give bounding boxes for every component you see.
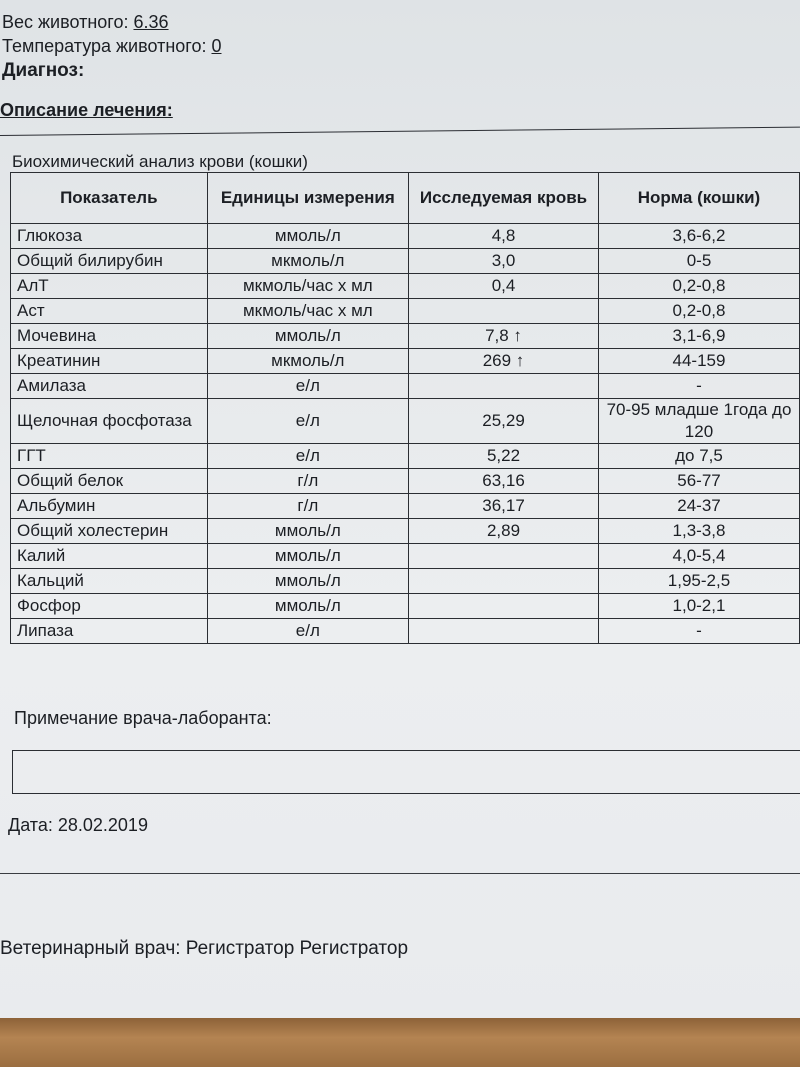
table-header-row bbox=[11, 173, 800, 224]
column-header-indicator: Показатель bbox=[11, 173, 208, 224]
table-row bbox=[11, 299, 800, 324]
indicator-norm: 44-159 bbox=[598, 349, 799, 374]
table-row bbox=[11, 349, 800, 374]
indicator-name: Общий билирубин bbox=[11, 249, 208, 274]
indicator-unit: ммоль/л bbox=[207, 544, 408, 569]
indicator-value: 36,17 bbox=[409, 494, 599, 519]
section-divider bbox=[0, 127, 800, 136]
weight-label: Вес животного: bbox=[2, 12, 129, 32]
indicator-value bbox=[409, 374, 599, 399]
indicator-value bbox=[409, 544, 599, 569]
indicator-unit: ммоль/л bbox=[207, 569, 408, 594]
indicator-norm: 0,2-0,8 bbox=[598, 274, 799, 299]
biochemistry-table bbox=[10, 172, 800, 644]
indicator-value: 2,89 bbox=[409, 519, 599, 544]
indicator-norm: 70-95 младше 1года до 120 bbox=[598, 399, 799, 444]
temperature-line bbox=[2, 36, 222, 56]
report-date: Дата: 28.02.2019 bbox=[8, 815, 148, 835]
indicator-unit: ммоль/л bbox=[207, 324, 408, 349]
indicator-value: 3,0 bbox=[409, 249, 599, 274]
table-row bbox=[11, 544, 800, 569]
temperature-label: Температура животного: bbox=[2, 36, 207, 56]
indicator-value: 25,29 bbox=[409, 399, 599, 444]
indicator-name: Аст bbox=[11, 299, 208, 324]
indicator-name: Липаза bbox=[11, 619, 208, 644]
table-row bbox=[11, 399, 800, 444]
table-row bbox=[11, 469, 800, 494]
table-row bbox=[11, 324, 800, 349]
indicator-norm: 3,1-6,9 bbox=[598, 324, 799, 349]
indicator-name: Общий белок bbox=[11, 469, 208, 494]
indicator-name: Альбумин bbox=[11, 494, 208, 519]
indicator-norm: 4,0-5,4 bbox=[598, 544, 799, 569]
indicator-name: ГГТ bbox=[11, 444, 208, 469]
indicator-unit: мкмоль/л bbox=[207, 349, 408, 374]
indicator-norm: 0,2-0,8 bbox=[598, 299, 799, 324]
table-row bbox=[11, 619, 800, 644]
indicator-name: Глюкоза bbox=[11, 224, 208, 249]
lab-note-box bbox=[12, 750, 800, 794]
indicator-value: 7,8 ↑ bbox=[409, 324, 599, 349]
indicator-value bbox=[409, 569, 599, 594]
indicator-norm: 24-37 bbox=[598, 494, 799, 519]
diagnosis-label: Диагноз: bbox=[2, 60, 85, 81]
table-row bbox=[11, 594, 800, 619]
indicator-value bbox=[409, 619, 599, 644]
indicator-unit: е/л bbox=[207, 374, 408, 399]
indicator-norm: 0-5 bbox=[598, 249, 799, 274]
indicator-norm: 3,6-6,2 bbox=[598, 224, 799, 249]
indicator-value bbox=[409, 299, 599, 324]
indicator-name: Амилаза bbox=[11, 374, 208, 399]
indicator-value: 63,16 bbox=[409, 469, 599, 494]
indicator-name: Фосфор bbox=[11, 594, 208, 619]
table-row bbox=[11, 569, 800, 594]
indicator-unit: ммоль/л bbox=[207, 594, 408, 619]
indicator-name: Кальций bbox=[11, 569, 208, 594]
table-row bbox=[11, 224, 800, 249]
table-row bbox=[11, 519, 800, 544]
indicator-unit: мкмоль/час х мл bbox=[207, 299, 408, 324]
column-header-value: Исследуемая кровь bbox=[409, 173, 599, 224]
indicator-value bbox=[409, 594, 599, 619]
weight-line bbox=[2, 12, 169, 32]
indicator-unit: е/л bbox=[207, 619, 408, 644]
indicator-unit: мкмоль/час х мл bbox=[207, 274, 408, 299]
lab-note-label: Примечание врача-лаборанта: bbox=[14, 708, 272, 728]
table-row bbox=[11, 374, 800, 399]
indicator-unit: ммоль/л bbox=[207, 224, 408, 249]
indicator-value: 0,4 bbox=[409, 274, 599, 299]
indicator-name: Калий bbox=[11, 544, 208, 569]
indicator-norm: 56-77 bbox=[598, 469, 799, 494]
analysis-caption: Биохимический анализ крови (кошки) bbox=[12, 152, 308, 171]
veterinarian-line: Ветеринарный врач: Регистратор Регистратор bbox=[0, 938, 409, 959]
table-row bbox=[11, 444, 800, 469]
table-row bbox=[11, 249, 800, 274]
indicator-norm: - bbox=[598, 374, 799, 399]
wooden-table-surface bbox=[0, 1018, 800, 1067]
indicator-norm: - bbox=[598, 619, 799, 644]
indicator-norm: 1,0-2,1 bbox=[598, 594, 799, 619]
indicator-value: 5,22 bbox=[409, 444, 599, 469]
indicator-unit: мкмоль/л bbox=[207, 249, 408, 274]
indicator-unit: г/л bbox=[207, 494, 408, 519]
indicator-name: Общий холестерин bbox=[11, 519, 208, 544]
table-row bbox=[11, 494, 800, 519]
indicator-norm: 1,95-2,5 bbox=[598, 569, 799, 594]
indicator-unit: е/л bbox=[207, 444, 408, 469]
footer-divider bbox=[0, 873, 800, 874]
weight-value: 6.36 bbox=[133, 12, 169, 32]
indicator-unit: ммоль/л bbox=[207, 519, 408, 544]
indicator-value: 269 ↑ bbox=[409, 349, 599, 374]
indicator-name: Мочевина bbox=[11, 324, 208, 349]
table-row bbox=[11, 274, 800, 299]
indicator-unit: г/л bbox=[207, 469, 408, 494]
indicator-name: АлТ bbox=[11, 274, 208, 299]
column-header-norm: Норма (кошки) bbox=[598, 173, 799, 224]
column-header-unit: Единицы измерения bbox=[207, 173, 408, 224]
indicator-value: 4,8 bbox=[409, 224, 599, 249]
indicator-norm: 1,3-3,8 bbox=[598, 519, 799, 544]
indicator-name: Креатинин bbox=[11, 349, 208, 374]
treatment-label: Описание лечения: bbox=[0, 100, 173, 120]
indicator-norm: до 7,5 bbox=[598, 444, 799, 469]
indicator-unit: е/л bbox=[207, 399, 408, 444]
indicator-name: Щелочная фосфотаза bbox=[11, 399, 208, 444]
temperature-value: 0 bbox=[211, 36, 222, 56]
